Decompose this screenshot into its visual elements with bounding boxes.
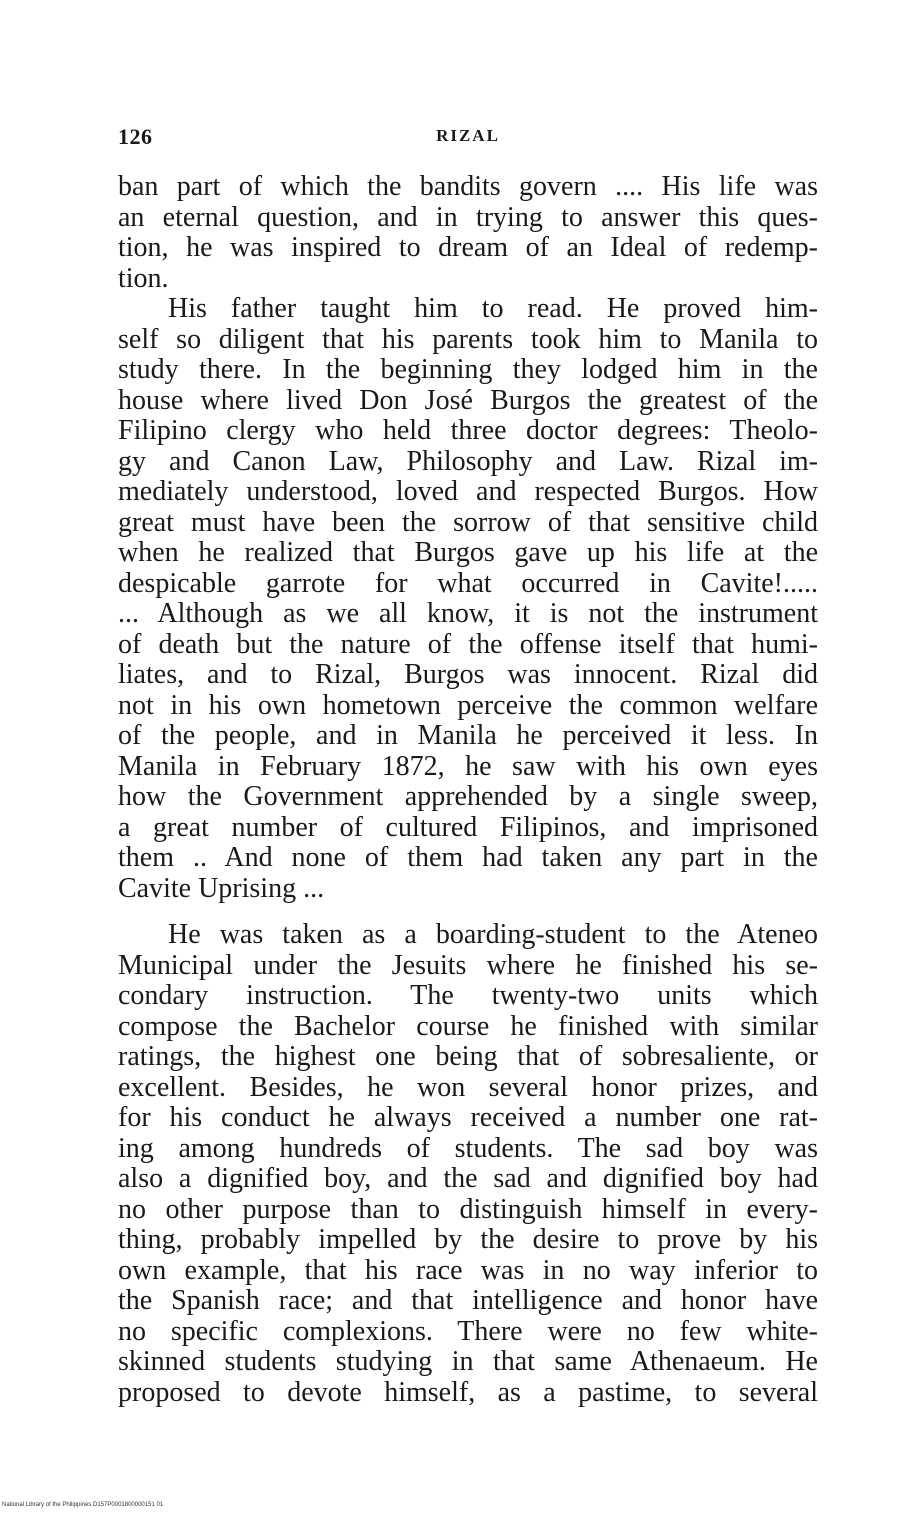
footer-credit: National Library of the Philippines D157P0001800000151 01	[2, 1502, 164, 1508]
text-line: of death but the nature of the offense itself that humi-	[118, 628, 818, 660]
text-line: mediately understood, loved and respected Burgos. How	[118, 476, 818, 507]
text-line: when he realized that Burgos gave up his life at the	[118, 537, 818, 568]
text-line: thing, probably impelled by the desire to prove by his	[118, 1224, 818, 1255]
text-line: His father taught him to read. He proved him-	[168, 293, 818, 324]
paragraph-3	[118, 920, 818, 1408]
text-line: skinned students studying in that same Athenaeum. He	[118, 1346, 818, 1377]
text-line: ratings, the highest one being that of sobresaliente, or	[118, 1041, 818, 1072]
text-line: great must have been the sorrow of that sensitive child	[118, 506, 818, 538]
text-line: gy and Canon Law, Philosophy and Law. Rizal im-	[118, 445, 818, 477]
running-title: RIZAL	[436, 126, 500, 145]
page-header	[118, 124, 818, 154]
text-line: excellent. Besides, he won several honor prizes, and	[118, 1071, 818, 1103]
text-line: no other purpose than to distinguish himself in every-	[118, 1193, 818, 1225]
text-line: own example, that his race was in no way inferior to	[118, 1254, 818, 1286]
text-line: tion, he was inspired to dream of an Ideal of redemp-	[118, 232, 818, 263]
text-line: ban part of which the bandits govern .... His life was	[118, 171, 818, 202]
text-line: also a dignified boy, and the sad and dignified boy had	[118, 1163, 818, 1194]
body-text	[118, 172, 818, 1408]
text-line: compose the Bachelor course he finished with similar	[118, 1010, 818, 1042]
paragraph-1	[118, 172, 818, 294]
text-line: a great number of cultured Filipinos, and imprisoned	[118, 811, 818, 843]
text-line: proposed to devote himself, as a pastime, to several	[118, 1376, 818, 1408]
paragraph-2	[118, 294, 818, 904]
text-line: house where lived Don José Burgos the greatest of the	[118, 384, 818, 416]
text-line: Municipal under the Jesuits where he finished his se-	[118, 949, 818, 981]
text-line: how the Government apprehended by a single sweep,	[118, 781, 818, 812]
text-line: no specific complexions. There were no few white-	[118, 1315, 818, 1347]
page-number: 126	[118, 124, 153, 149]
text-line: Filipino clergy who held three doctor degrees: Theolo-	[118, 415, 818, 446]
text-line: self so diligent that his parents took him to Manila to	[118, 323, 818, 355]
text-line: ing among hundreds of students. The sad boy was	[118, 1132, 818, 1164]
text-line: of the people, and in Manila he perceived it less. In	[118, 720, 818, 751]
text-line: Manila in February 1872, he saw with his own eyes	[118, 750, 818, 782]
text-line: despicable garrote for what occurred in Cavite!.....	[118, 567, 818, 599]
text-line: He was taken as a boarding-student to the Ateneo	[168, 919, 818, 950]
text-line: the Spanish race; and that intelligence and honor have	[118, 1285, 818, 1316]
text-line: an eternal question, and in trying to answer this ques-	[118, 201, 818, 233]
text-line: liates, and to Rizal, Burgos was innocent. Rizal did	[118, 659, 818, 690]
text-line: them .. And none of them had taken any part in the	[118, 842, 818, 873]
text-line: condary instruction. The twenty-two units which	[118, 980, 818, 1011]
text-line: for his conduct he always received a number one rat-	[118, 1102, 818, 1133]
text-line: not in his own hometown perceive the common welfare	[118, 689, 818, 721]
text-line: Cavite Uprising ...	[118, 872, 325, 904]
text-line: study there. In the beginning they lodged him in the	[118, 354, 818, 385]
text-line: ... Although as we all know, it is not the instrument	[118, 598, 818, 629]
text-line: tion.	[118, 262, 169, 294]
